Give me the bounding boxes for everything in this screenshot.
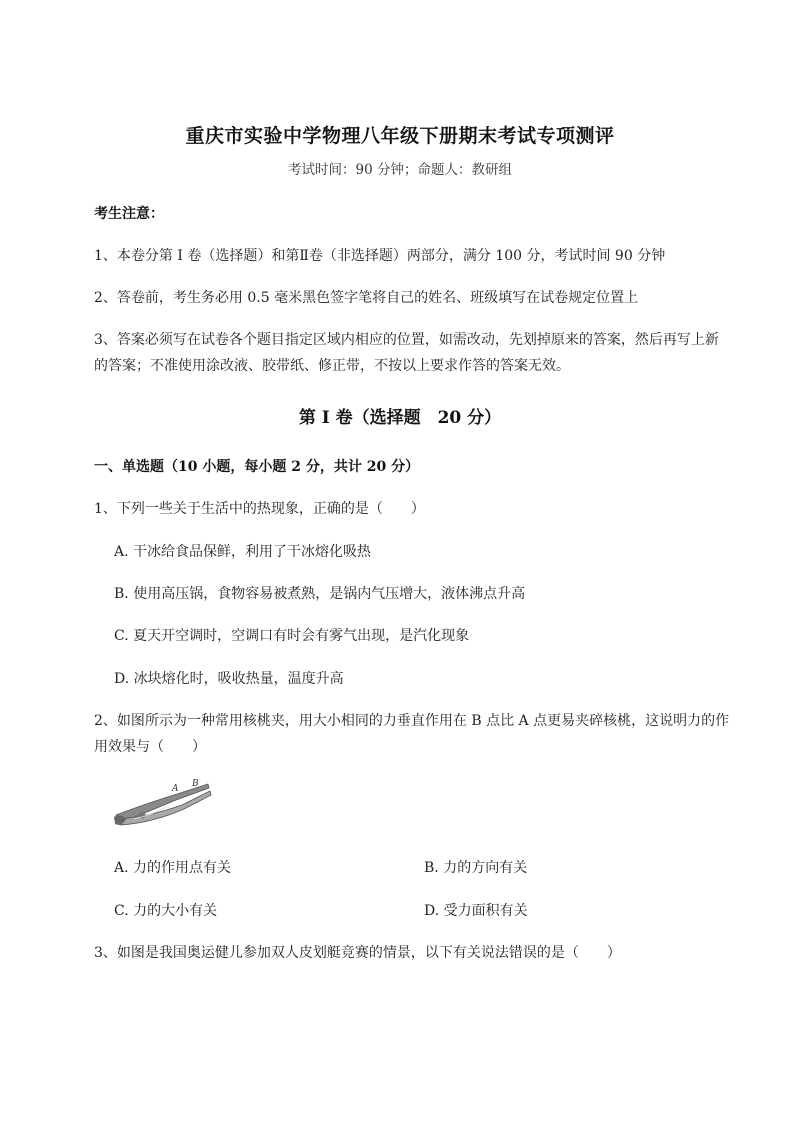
label-b: B <box>192 779 199 789</box>
nutcracker-figure <box>112 775 216 831</box>
notice-item-1: 1、本卷分第 I 卷（选择题）和第Ⅱ卷（非选择题）两部分，满分 100 分，考试时间 90 分钟 <box>94 248 666 264</box>
question-1-option-d: D. 冰块熔化时，吸收热量，温度升高 <box>114 671 344 687</box>
question-2-option-b: B. 力的方向有关 <box>424 860 528 876</box>
question-1-option-c: C. 夏天开空调时，空调口有时会有雾气出现，是汽化现象 <box>114 628 470 644</box>
notice-item-3: 3、答案必须写在试卷各个题目指定区域内相应的位置，如需改动，先划掉原来的答案，然后再写上新 <box>94 332 719 348</box>
question-3-stem: 3、如图是我国奥运健儿参加双人皮划艇竞赛的情景，以下有关说法错误的是（ ） <box>94 945 621 961</box>
notice-item-2: 2、答卷前，考生务必用 0.5 毫米黑色签字笔将自己的姓名、班级填写在试卷规定位置上 <box>94 290 639 306</box>
question-1-stem: 1、下列一些关于生活中的热现象，正确的是（ ） <box>94 501 425 517</box>
question-2-stem-cont: 用效果与（ ） <box>94 739 206 755</box>
notice-heading: 考生注意： <box>94 206 164 222</box>
part-heading: 一、单选题（10 小题，每小题 2 分，共计 20 分） <box>94 459 420 475</box>
question-1-option-b: B. 使用高压锅，食物容易被煮熟，是锅内气压增大，液体沸点升高 <box>114 586 526 602</box>
question-2-option-a: A. 力的作用点有关 <box>114 860 232 876</box>
question-2-option-c: C. 力的大小有关 <box>114 903 218 919</box>
section-title: 第 I 卷（选择题 20 分） <box>298 408 502 428</box>
nutcracker-icon <box>114 784 211 825</box>
page-title: 重庆市实验中学物理八年级下册期末考试专项测评 <box>185 125 615 147</box>
question-2-option-d: D. 受力面积有关 <box>424 903 528 919</box>
notice-item-3-cont: 的答案；不准使用涂改液、胶带纸、修正带，不按以上要求作答的答案无效。 <box>94 358 570 374</box>
question-2-stem: 2、如图所示为一种常用核桃夹，用大小相同的力垂直作用在 B 点比 A 点更易夹碎核桃，这说明力的作 <box>94 713 730 729</box>
exam-info: 考试时间：90 分钟；命题人：教研组 <box>288 162 512 178</box>
question-1-option-a: A. 干冰给食品保鲜，利用了干冰熔化吸热 <box>114 544 372 560</box>
label-a: A <box>172 784 179 794</box>
